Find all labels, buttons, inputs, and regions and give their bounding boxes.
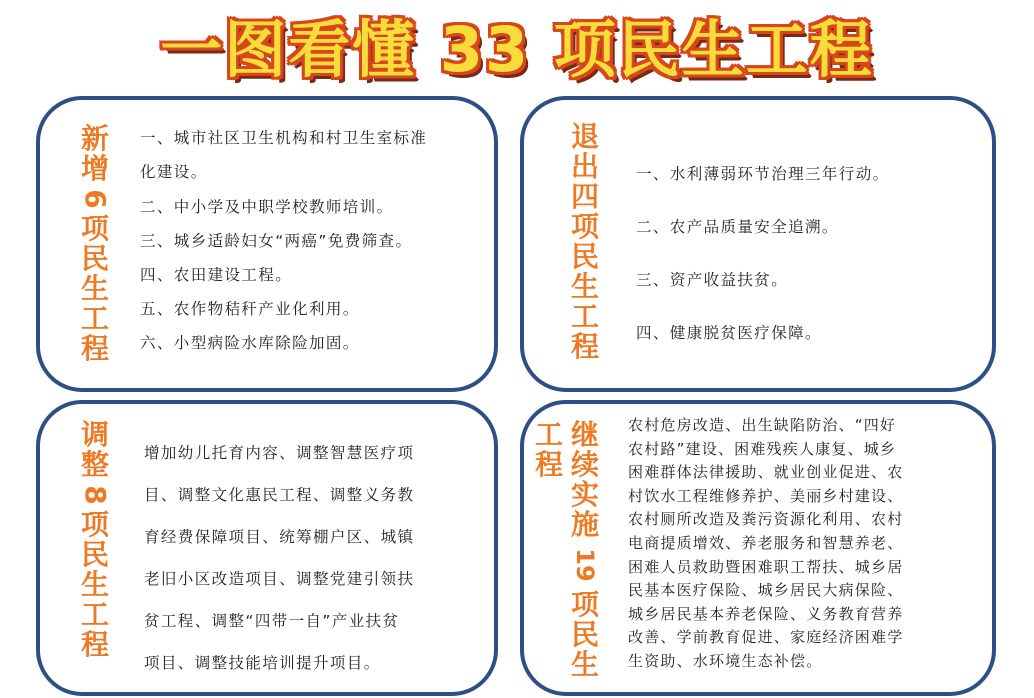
label-char: 生 xyxy=(80,272,109,305)
text-line: 困难群体法律援助、就业创业促进、农 xyxy=(628,463,904,482)
list-item: 三、资产收益扶贫。 xyxy=(636,271,789,289)
text-line: 贫工程、调整“四带一自”产业扶贫 xyxy=(144,612,400,630)
panel-continue-label xyxy=(568,420,602,680)
label-char: 四 xyxy=(570,180,599,213)
panel-adjust-label xyxy=(78,420,112,660)
label-char: 项 xyxy=(80,508,109,541)
text-line: 育经费保障项目、统筹棚户区、城镇 xyxy=(144,528,415,546)
panel-exit-projects xyxy=(520,96,996,392)
label-char: 程 xyxy=(80,628,109,661)
panel-new-label xyxy=(78,124,112,364)
text-line: 老旧小区改造项目、调整党建引领扶 xyxy=(144,570,415,588)
label-char: 民 xyxy=(80,242,109,275)
label-char: 6 xyxy=(79,189,112,209)
label-char: 程 xyxy=(534,448,563,481)
new-items-list xyxy=(140,126,427,365)
label-char: 8 xyxy=(79,485,112,505)
label-char: 程 xyxy=(570,330,599,363)
label-char: 工 xyxy=(534,418,563,451)
text-line: 农村路”建设、困难残疾人康复、城乡 xyxy=(628,439,897,458)
text-line: 农村厕所改造及粪污资源化利用、农村 xyxy=(628,510,904,529)
text-line: 村饮水工程维修养护、美丽乡村建设、 xyxy=(628,486,904,505)
list-item: 一、水利薄弱环节治理三年行动。 xyxy=(636,165,890,183)
label-char: 项 xyxy=(570,588,599,621)
text-line: 困难人员救助暨困难职工帮扶、城乡居 xyxy=(628,557,904,576)
label-char: 实 xyxy=(570,478,599,511)
text-line: 改善、学前教育促进、家庭经济困难学 xyxy=(628,628,904,647)
label-char: 生 xyxy=(570,270,599,303)
page-title: 一图看懂 33 项民生工程 xyxy=(160,13,874,86)
text-line: 电商提质增效、养老服务和智慧养老、 xyxy=(628,533,904,552)
label-char: 生 xyxy=(80,568,109,601)
label-char: 退 xyxy=(570,120,599,153)
panel-continued-projects xyxy=(520,400,996,696)
label-char: 工 xyxy=(570,300,599,333)
label-char: 工 xyxy=(80,302,109,335)
panel-new-projects xyxy=(36,96,498,392)
panel-exit-label xyxy=(568,122,602,362)
label-char: 19 xyxy=(571,548,599,582)
label-char: 程 xyxy=(80,332,109,365)
label-char: 调 xyxy=(80,418,109,451)
list-item: 四、农田建设工程。 xyxy=(140,266,293,284)
label-char: 增 xyxy=(80,152,109,185)
text-line: 项目、调整技能培训提升项目。 xyxy=(144,654,381,672)
text-line: 目、调整文化惠民工程、调整义务教 xyxy=(144,486,415,504)
list-item: 五、农作物秸秆产业化利用。 xyxy=(140,300,360,318)
text-line: 农村危房改造、出生缺陷防治、“四好 xyxy=(628,416,897,434)
continue-description xyxy=(628,414,903,674)
list-item: 六、小型病险水库除险加固。 xyxy=(140,334,360,352)
text-line: 城乡居民基本养老保险、义务教育营养 xyxy=(628,604,904,623)
adjust-description xyxy=(144,432,414,684)
label-char: 新 xyxy=(80,122,109,155)
list-item: 四、健康脱贫医疗保障。 xyxy=(636,324,822,342)
label-char: 民 xyxy=(570,240,599,273)
list-item: 三、城乡适龄妇女“两癌”免费筛查。 xyxy=(140,232,413,250)
text-line: 增加幼儿托育内容、调整智慧医疗项 xyxy=(144,444,415,462)
label-char: 整 xyxy=(80,448,109,481)
label-char: 项 xyxy=(570,210,599,243)
panel-adjusted-projects xyxy=(36,400,498,696)
label-char: 工 xyxy=(80,598,109,631)
list-item: 化建设。 xyxy=(140,163,208,181)
label-char: 续 xyxy=(570,448,599,481)
label-char: 生 xyxy=(570,648,599,681)
label-char: 民 xyxy=(80,538,109,571)
panel-continue-label-tail xyxy=(532,420,566,480)
label-char: 出 xyxy=(570,150,599,183)
list-item: 二、中小学及中职学校教师培训。 xyxy=(140,198,394,216)
label-char: 民 xyxy=(570,618,599,651)
list-item: 二、农产品质量安全追溯。 xyxy=(636,218,839,236)
list-item: 一、城市社区卫生机构和村卫生室标准 xyxy=(140,129,428,147)
text-line: 民基本医疗保险、城乡居民大病保险、 xyxy=(628,581,904,600)
text-line: 生资助、水环境生态补偿。 xyxy=(628,651,823,670)
label-char: 项 xyxy=(80,212,109,245)
exit-items-list xyxy=(636,162,890,374)
label-char: 继 xyxy=(570,418,599,451)
label-char: 施 xyxy=(570,508,599,541)
